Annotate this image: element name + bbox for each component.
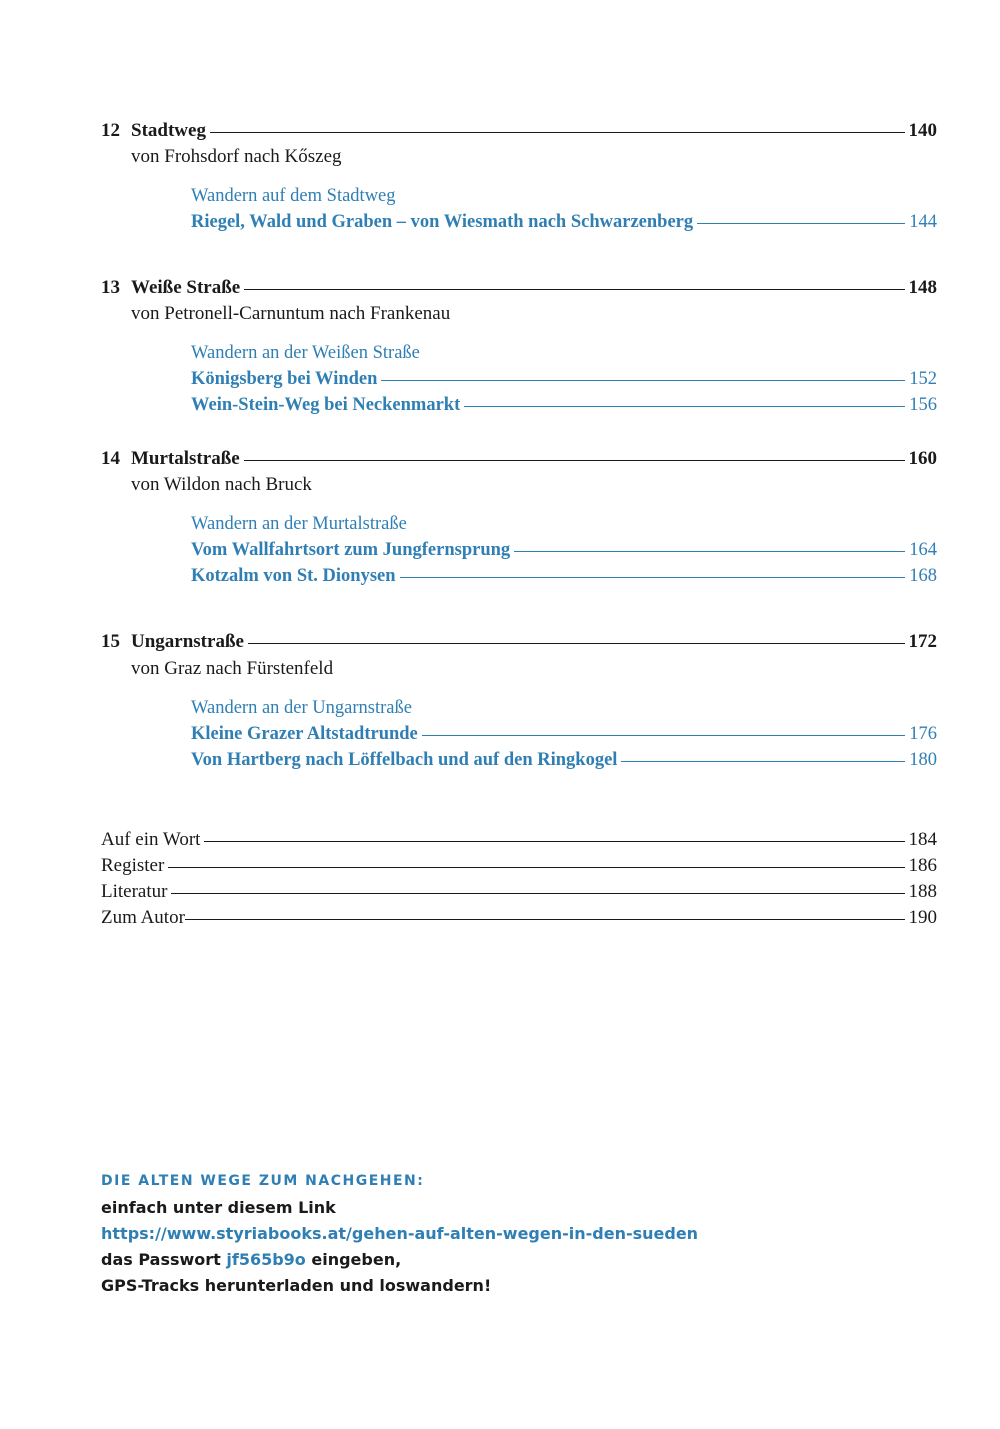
dot-leader bbox=[168, 867, 904, 868]
chapter-subtitle: von Wildon nach Bruck bbox=[131, 474, 312, 495]
chapter-title: Ungarnstraße bbox=[131, 631, 244, 652]
tour-title: Riegel, Wald und Graben – von Wiesmath nach Schwarzenberg bbox=[191, 212, 694, 232]
tour-title: Königsberg bei Winden bbox=[191, 369, 378, 389]
tour-page: 164 bbox=[909, 540, 937, 560]
back-matter-title: Literatur bbox=[101, 881, 168, 902]
toc-tour-180[interactable] bbox=[191, 750, 937, 771]
chapter-number: 12 bbox=[101, 120, 120, 141]
info-line-4: GPS-Tracks herunterladen und loswandern! bbox=[101, 1276, 492, 1295]
dot-leader bbox=[185, 919, 905, 920]
toc-chapter-14[interactable] bbox=[101, 448, 937, 470]
dot-leader bbox=[381, 380, 905, 381]
back-matter-page: 188 bbox=[908, 881, 937, 902]
dot-leader bbox=[171, 893, 904, 894]
dot-leader bbox=[400, 577, 906, 578]
download-link[interactable]: https://www.styriabooks.at/gehen-auf-alten-wegen-in-den-sueden bbox=[101, 1224, 699, 1243]
wandern-label: Wandern an der Murtalstraße bbox=[191, 514, 407, 534]
toc-literatur[interactable] bbox=[101, 881, 937, 903]
dot-leader bbox=[514, 551, 905, 552]
toc-chapter-15[interactable] bbox=[101, 631, 937, 653]
info-password-line bbox=[101, 1250, 401, 1269]
back-matter-page: 186 bbox=[908, 855, 937, 876]
toc-tour-152[interactable] bbox=[191, 369, 937, 390]
chapter-subtitle: von Graz nach Fürstenfeld bbox=[131, 658, 334, 679]
chapter-number: 13 bbox=[101, 277, 120, 298]
chapter-number: 15 bbox=[101, 631, 120, 652]
info-heading: DIE ALTEN WEGE ZUM NACHGEHEN: bbox=[101, 1173, 425, 1189]
chapter-subtitle: von Petronell-Carnuntum nach Frankenau bbox=[131, 303, 451, 324]
dot-leader bbox=[210, 132, 905, 133]
tour-page: 180 bbox=[909, 750, 937, 770]
dot-leader bbox=[244, 289, 904, 290]
tour-page: 144 bbox=[909, 212, 937, 232]
tour-title: Vom Wallfahrtsort zum Jungfernsprung bbox=[191, 540, 511, 560]
chapter-page: 172 bbox=[908, 631, 937, 652]
password-prefix: das Passwort bbox=[101, 1250, 227, 1269]
dot-leader bbox=[697, 223, 905, 224]
wandern-label: Wandern an der Weißen Straße bbox=[191, 343, 420, 363]
tour-page: 176 bbox=[909, 724, 937, 744]
tour-page: 156 bbox=[909, 395, 937, 415]
info-line-1: einfach unter diesem Link bbox=[101, 1198, 336, 1217]
back-matter-title: Zum Autor bbox=[101, 907, 185, 928]
back-matter-title: Auf ein Wort bbox=[101, 829, 201, 850]
toc-tour-168[interactable] bbox=[191, 566, 937, 587]
dot-leader bbox=[248, 643, 905, 644]
chapter-title: Stadtweg bbox=[131, 120, 206, 141]
tour-title: Kotzalm von St. Dionysen bbox=[191, 566, 396, 586]
tour-page: 168 bbox=[909, 566, 937, 586]
password-value: jf565b9o bbox=[226, 1250, 306, 1269]
tour-title: Von Hartberg nach Löffelbach und auf den Ringkogel bbox=[191, 750, 618, 770]
chapter-number: 14 bbox=[101, 448, 120, 469]
dot-leader bbox=[422, 735, 905, 736]
wandern-label: Wandern an der Ungarnstraße bbox=[191, 698, 412, 718]
chapter-subtitle: von Frohsdorf nach Kőszeg bbox=[131, 146, 342, 167]
chapter-page: 140 bbox=[908, 120, 937, 141]
back-matter-page: 184 bbox=[908, 829, 937, 850]
wandern-label: Wandern auf dem Stadtweg bbox=[191, 186, 396, 206]
toc-tour-144[interactable] bbox=[191, 212, 937, 233]
toc-chapter-13[interactable] bbox=[101, 277, 937, 299]
back-matter-title: Register bbox=[101, 855, 165, 876]
password-suffix: eingeben, bbox=[305, 1250, 402, 1269]
dot-leader bbox=[464, 406, 905, 407]
toc-zum-autor[interactable] bbox=[101, 907, 937, 929]
dot-leader bbox=[204, 841, 904, 842]
toc-auf-ein-wort[interactable] bbox=[101, 829, 937, 851]
tour-page: 152 bbox=[909, 369, 937, 389]
tour-title: Wein-Stein-Weg bei Neckenmarkt bbox=[191, 395, 461, 415]
chapter-page: 160 bbox=[908, 448, 937, 469]
back-matter-page: 190 bbox=[908, 907, 937, 928]
chapter-page: 148 bbox=[908, 277, 937, 298]
chapter-title: Weiße Straße bbox=[131, 277, 241, 298]
toc-register[interactable] bbox=[101, 855, 937, 877]
tour-title: Kleine Grazer Altstadtrunde bbox=[191, 724, 418, 744]
dot-leader bbox=[244, 460, 905, 461]
dot-leader bbox=[621, 761, 905, 762]
toc-tour-176[interactable] bbox=[191, 724, 937, 745]
toc-chapter-12[interactable] bbox=[101, 120, 937, 142]
toc-tour-156[interactable] bbox=[191, 395, 937, 416]
toc-tour-164[interactable] bbox=[191, 540, 937, 561]
chapter-title: Murtalstraße bbox=[131, 448, 240, 469]
